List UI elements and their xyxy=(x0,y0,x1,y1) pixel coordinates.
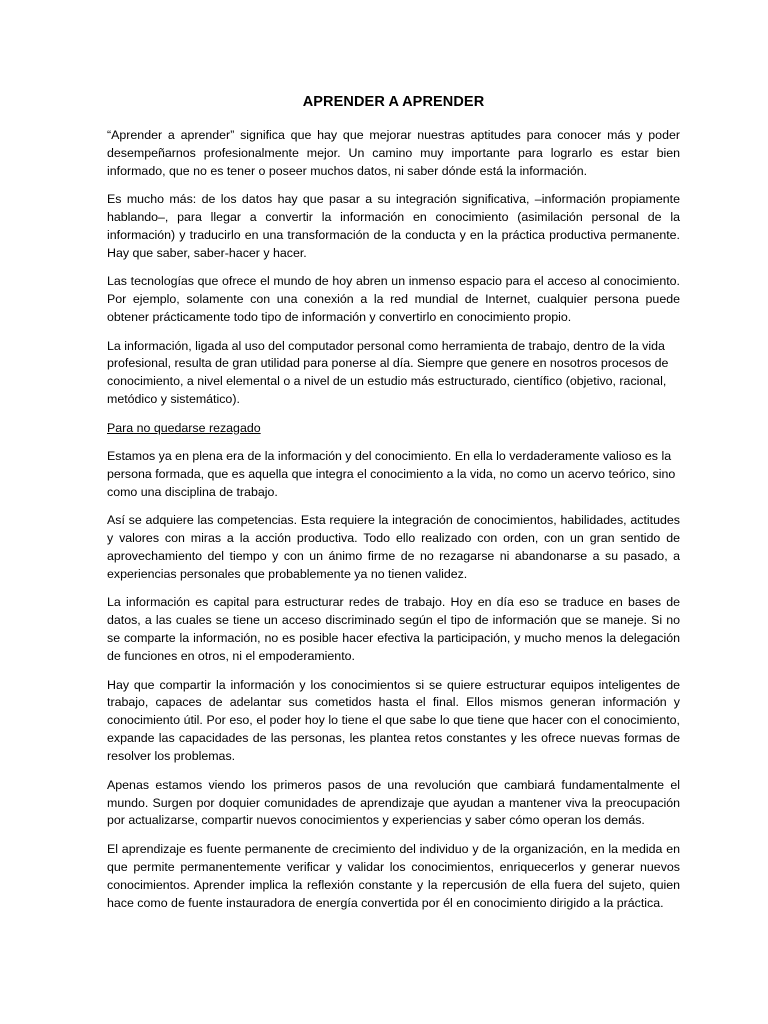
paragraph: Es mucho más: de los datos hay que pasar a su integración significativa, –información propiamente hablando–, para llegar a convertir la información en conocimiento (asimilación personal de la información) y traducirlo en una transformación de la conducta y en la práctica productiva permanente. Hay que saber, saber-hacer y hacer. xyxy=(107,192,680,260)
document-title: APRENDER A APRENDER xyxy=(302,94,485,110)
document-body xyxy=(107,93,680,923)
paragraph: Apenas estamos viendo los primeros pasos de una revolución que cambiará fundamentalmente el mundo. Surgen por doquier comunidades de aprendizaje que ayudan a mantener viva la preocupación por actualizarse, compartir nuevos conocimientos y experiencias y saber cómo operan los demás. xyxy=(107,777,680,828)
paragraph: Las tecnologías que ofrece el mundo de hoy abren un inmenso espacio para el acceso al conocimiento. Por ejemplo, solamente con una conexión a la red mundial de Internet, cualquier persona puede obtener prácticamente todo tipo de información y convertirlo en conocimiento propio. xyxy=(107,274,680,325)
paragraph: El aprendizaje es fuente permanente de crecimiento del individuo y de la organización, en la medida en que permite permanentemente verificar y validar los conocimientos, enriquecerlos y generar nuevos conocimientos. Aprender implica la reflexión constante y la repercusión de ella fuera del sujeto, quien hace como de fuente instauradora de energía convertida por él en conocimiento dirigido a la práctica. xyxy=(107,841,680,910)
paragraph: “Aprender a aprender” significa que hay que mejorar nuestras aptitudes para conocer más y poder desempeñarnos profesionalmente mejor. Un camino muy importante para lograrlo es estar bien informado, que no es tener o poseer muchos datos, ni saber dónde está la información. xyxy=(107,128,680,178)
paragraph: Estamos ya en plena era de la información y del conocimiento. En ella lo verdaderamente valioso es la persona formada, que es aquella que integra el conocimiento a la vida, no como un acervo teórico, sino como una disciplina de trabajo. xyxy=(107,449,676,499)
paragraph: La información es capital para estructurar redes de trabajo. Hoy en día eso se traduce en bases de datos, a las cuales se tiene un acceso discriminado según el tipo de información que se maneje. Si no se comparte la información, no es posible hacer efectiva la participación, y mucho menos la delegación de funciones en otros, ni el empoderamiento. xyxy=(107,595,680,664)
paragraph: La información, ligada al uso del computador personal como herramienta de trabajo, dentro de la vida profesional, resulta de gran utilidad para ponerse al día. Siempre que genere en nosotros procesos de conocimiento, a nivel elemental o a nivel de un estudio más estructurado, científico (objetivo, racional, metódico y sistemático). xyxy=(107,338,669,407)
section-subheading: Para no quedarse rezagado xyxy=(107,420,261,435)
paragraph: Así se adquiere las competencias. Esta requiere la integración de conocimientos, habilidades, actitudes y valores con miras a la acción productiva. Todo ello realizado con orden, con un gran sentido de aprovechamiento del tiempo y con un ánimo firme de no rezagarse ni abandonarse a su pasado, a experiencias personales que probablemente ya no tienen validez. xyxy=(107,513,680,582)
paragraph: Hay que compartir la información y los conocimientos si se quiere estructurar equipos inteligentes de trabajo, capaces de adelantar sus cometidos hasta el final. Ellos mismos generan información y conocimiento útil. Por eso, el poder hoy lo tiene el que sabe lo que tiene que hacer con el conocimiento, expande las capacidades de las personas, les plantea retos constantes y les ofrece nuevas formas de resolver los problemas. xyxy=(107,677,680,764)
